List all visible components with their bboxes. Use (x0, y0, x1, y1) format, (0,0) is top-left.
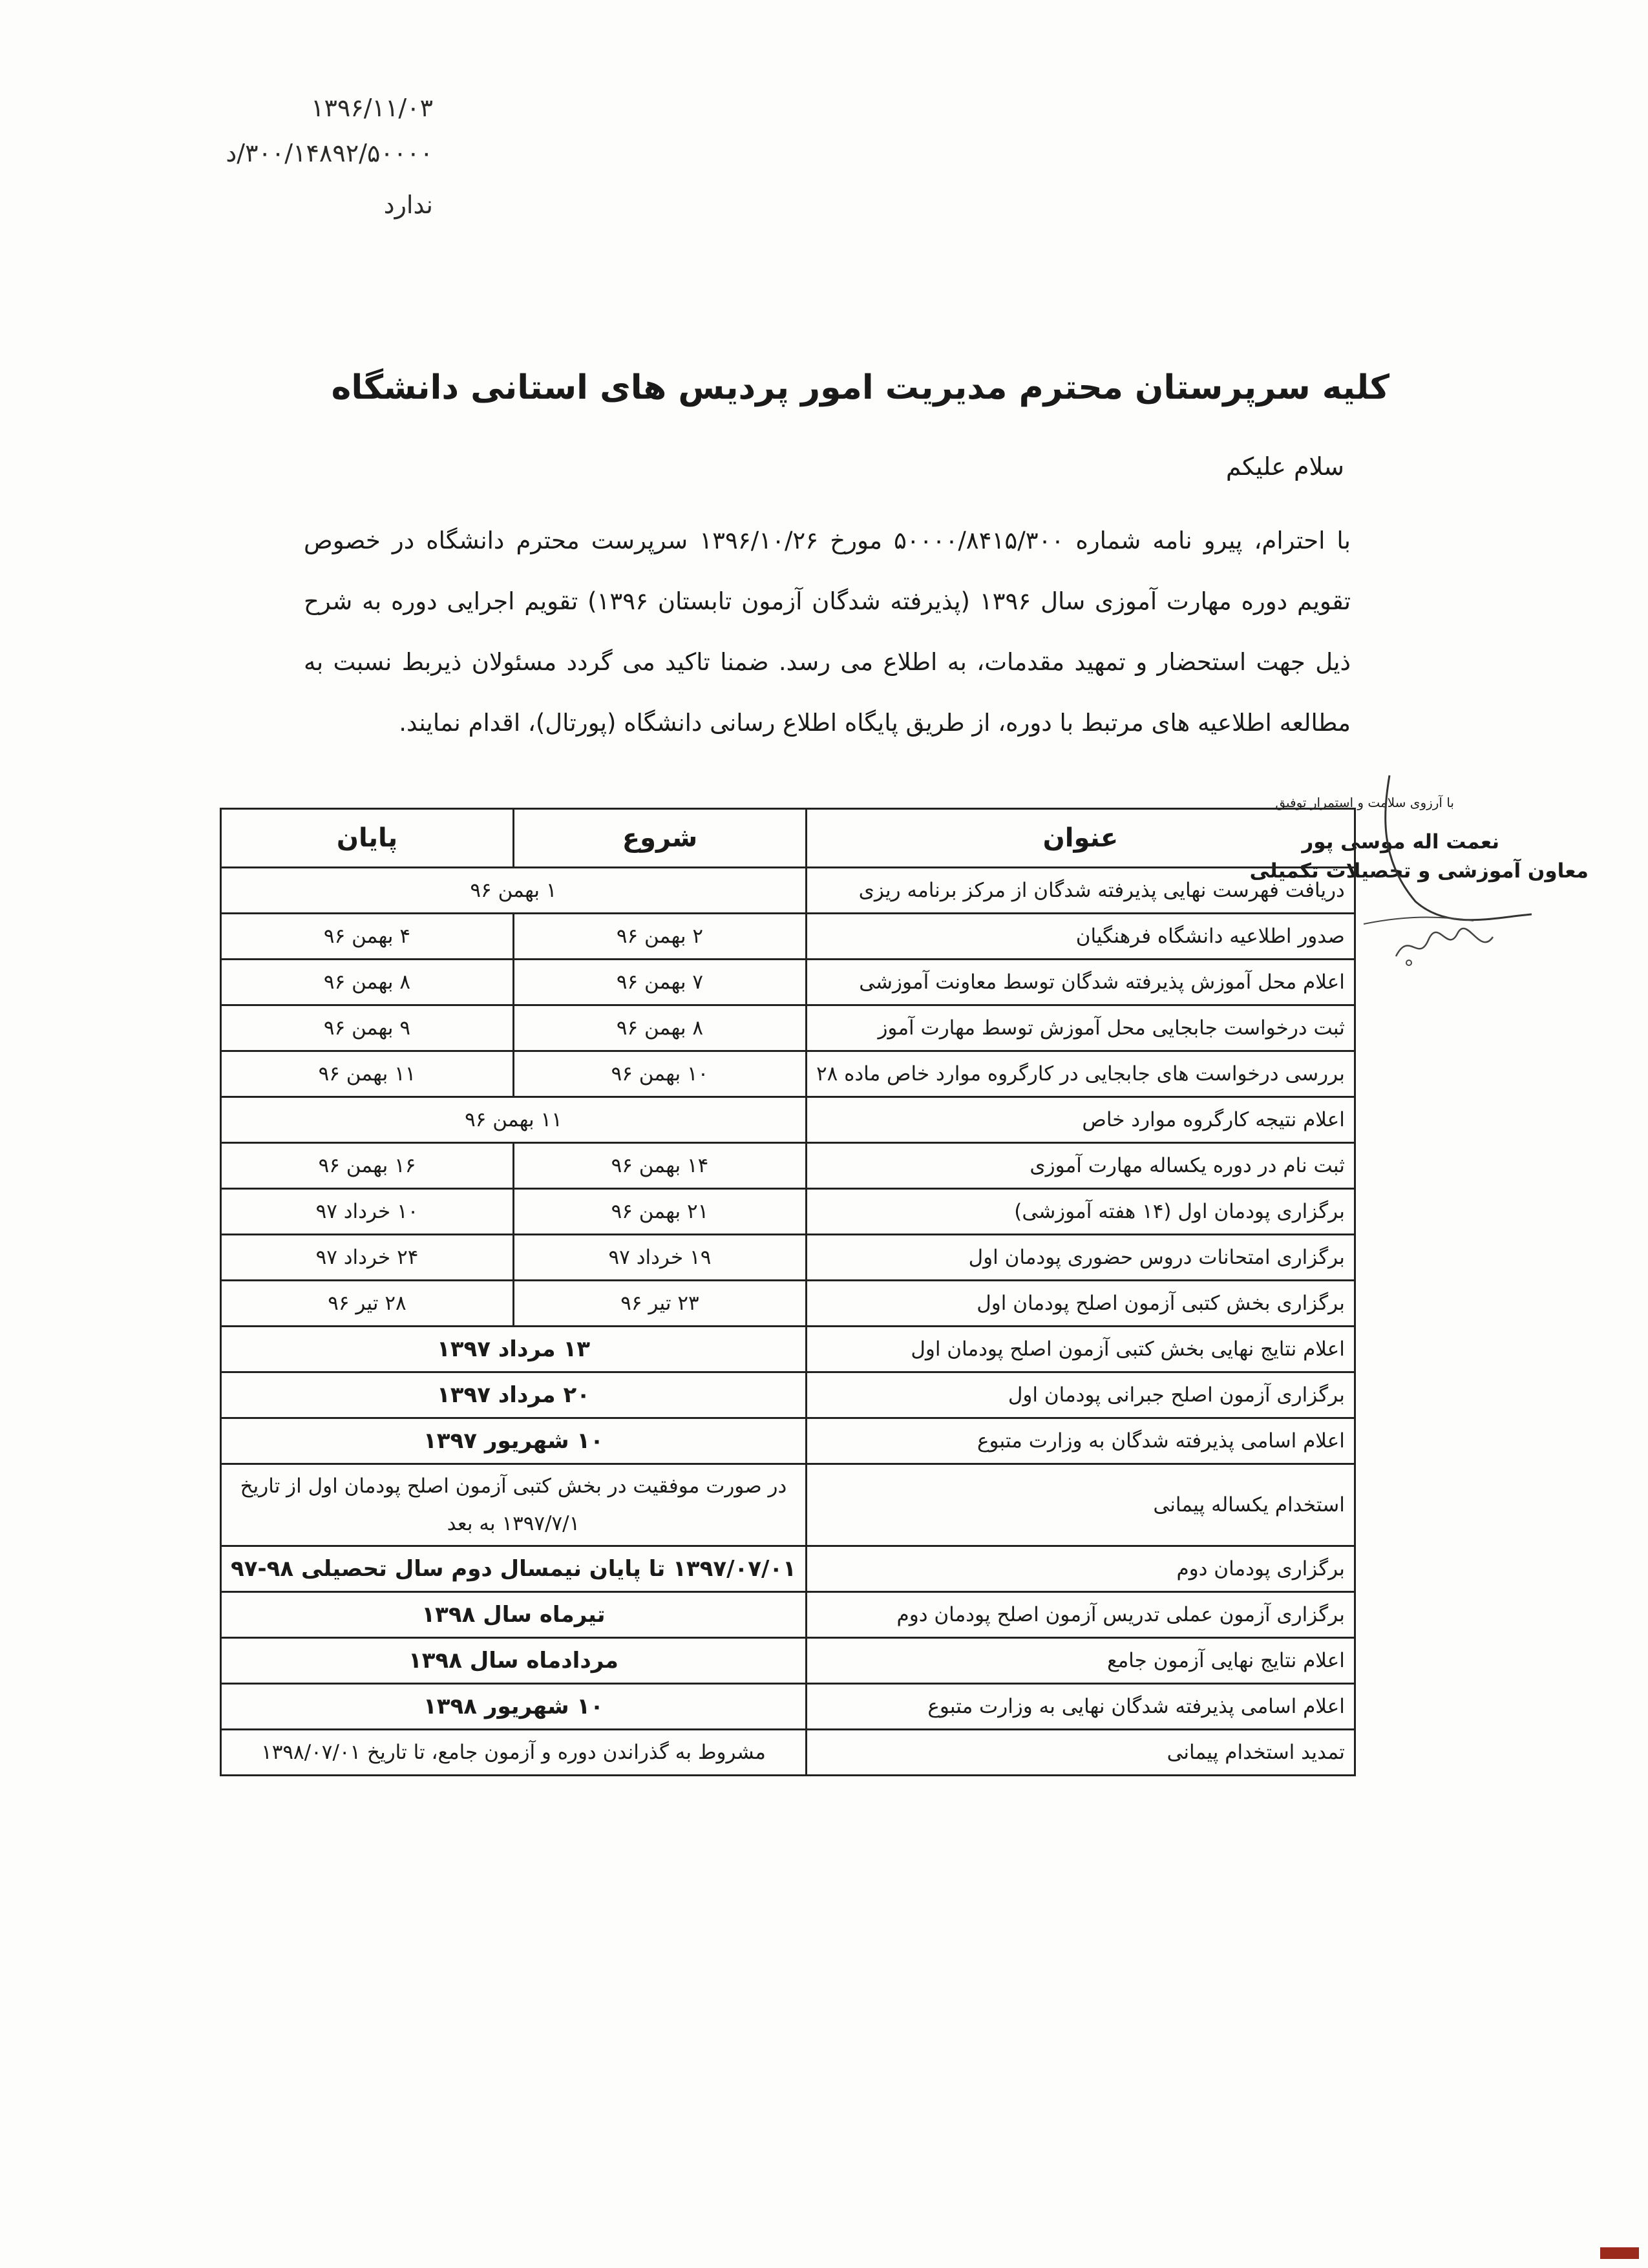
row-end-date: ۴ بهمن ۹۶ (221, 914, 514, 960)
letter-body: با احترام، پیرو نامه شماره ۵۰۰۰۰/۸۴۱۵/۳۰۰ مورخ ۱۳۹۶/۱۰/۲۶ سرپرست محترم دانشگاه در خصوص تقویم دوره مهارت آموزی سال ۱۳۹۶ (پذیرفته شدگان آزمون تابستان ۱۳۹۶) تقویم اجرایی دوره به شرح ذیل جهت استحضار و تمهید مقدمات، به اطلاع می رسد. ضمنا تاکید می گردد مسئولان ذیربط نسبت به مطالعه اطلاعیه های مرتبط با دوره، از طریق پایگاه اطلاع رسانی دانشگاه (پورتال)، اقدام نمایند. (304, 527, 1351, 737)
row-end-date: ۲۴ خرداد ۹۷ (221, 1235, 514, 1281)
table-row (221, 1051, 1355, 1097)
row-title: ثبت درخواست جابجایی محل آموزش توسط مهارت آموز (806, 1005, 1355, 1051)
header-title: عنوان (806, 809, 1355, 868)
table-row (221, 1005, 1355, 1051)
row-title: اعلام نتایج نهایی بخش کتبی آزمون اصلح پودمان اول (806, 1327, 1355, 1372)
schedule-table (220, 808, 1356, 1776)
table-row (221, 1372, 1355, 1418)
letter-greeting: سلام علیکم (1225, 452, 1344, 481)
row-start-date: ۱۹ خرداد ۹۷ (513, 1235, 806, 1281)
row-end-date: ۱۰ خرداد ۹۷ (221, 1189, 514, 1235)
row-date-range: تیرماه سال ۱۳۹۸ (221, 1592, 807, 1638)
row-title: دریافت فهرست نهایی پذیرفته شدگان از مرکز برنامه ریزی (806, 868, 1355, 914)
table-row (221, 1327, 1355, 1372)
table-row (221, 1464, 1355, 1546)
row-date-range: ۱ بهمن ۹۶ (221, 868, 807, 914)
row-end-date: ۲۸ تیر ۹۶ (221, 1281, 514, 1327)
table-row (221, 1730, 1355, 1776)
row-date-range: ۱۰ شهریور ۱۳۹۸ (221, 1684, 807, 1730)
letter-date: ۱۳۹۶/۱۱/۰۳ (311, 94, 433, 122)
row-start-date: ۲ بهمن ۹۶ (513, 914, 806, 960)
row-start-date: ۸ بهمن ۹۶ (513, 1005, 806, 1051)
row-title: برگزاری امتحانات دروس حضوری پودمان اول (806, 1235, 1355, 1281)
row-end-date: ۱۶ بهمن ۹۶ (221, 1143, 514, 1189)
schedule-body (221, 868, 1355, 1776)
row-date-range: ۱۰ شهریور ۱۳۹۷ (221, 1418, 807, 1464)
row-date-range: ۲۰ مرداد ۱۳۹۷ (221, 1372, 807, 1418)
row-date-range: ۱۳ مرداد ۱۳۹۷ (221, 1327, 807, 1372)
row-title: ثبت نام در دوره یکساله مهارت آموزی (806, 1143, 1355, 1189)
row-date-range: مشروط به گذراندن دوره و آزمون جامع، تا تاریخ ۱۳۹۸/۰۷/۰۱ (221, 1730, 807, 1776)
table-row (221, 1684, 1355, 1730)
row-title: اعلام نتایج نهایی آزمون جامع (806, 1638, 1355, 1684)
row-title: صدور اطلاعیه دانشگاه فرهنگیان (806, 914, 1355, 960)
row-start-date: ۲۱ بهمن ۹۶ (513, 1189, 806, 1235)
header-end: پایان (221, 809, 514, 868)
signature-name: نعمت اله موسی پور (1302, 830, 1499, 854)
table-row (221, 1638, 1355, 1684)
row-title: اعلام اسامی پذیرفته شدگان نهایی به وزارت متبوع (806, 1684, 1355, 1730)
corner-logo (1600, 2247, 1639, 2259)
row-title: تمدید استخدام پیمانی (806, 1730, 1355, 1776)
row-start-date: ۱۴ بهمن ۹۶ (513, 1143, 806, 1189)
table-row (221, 1546, 1355, 1592)
table-row (221, 868, 1355, 914)
row-date-range: در صورت موفقیت در بخش کتبی آزمون اصلح پودمان اول از تاریخ ۱۳۹۷/۷/۱ به بعد (221, 1464, 807, 1546)
row-date-range: ۱۳۹۷/۰۷/۰۱ تا پایان نیمسال دوم سال تحصیلی ۹۸-۹۷ (221, 1546, 807, 1592)
letter-number: ۳۰۰/۱۴۸۹۲/۵۰۰۰۰/د (226, 139, 433, 167)
row-title: اعلام نتیجه کارگروه موارد خاص (806, 1097, 1355, 1143)
row-title: برگزاری آزمون اصلح جبرانی پودمان اول (806, 1372, 1355, 1418)
table-row (221, 1281, 1355, 1327)
letter-addressee: کلیه سرپرستان محترم مدیریت امور پردیس های استانی دانشگاه (331, 368, 1389, 407)
row-title: اعلام اسامی پذیرفته شدگان به وزارت متبوع (806, 1418, 1355, 1464)
table-row (221, 1143, 1355, 1189)
row-start-date: ۷ بهمن ۹۶ (513, 960, 806, 1005)
row-title: برگزاری پودمان دوم (806, 1546, 1355, 1592)
row-date-range: ۱۱ بهمن ۹۶ (221, 1097, 807, 1143)
row-title: اعلام محل آموزش پذیرفته شدگان توسط معاونت آموزشی (806, 960, 1355, 1005)
row-title: برگزاری پودمان اول (۱۴ هفته آموزشی) (806, 1189, 1355, 1235)
row-title: استخدام یکساله پیمانی (806, 1464, 1355, 1546)
row-end-date: ۱۱ بهمن ۹۶ (221, 1051, 514, 1097)
header-start: شروع (513, 809, 806, 868)
row-end-date: ۹ بهمن ۹۶ (221, 1005, 514, 1051)
row-title: برگزاری بخش کتبی آزمون اصلح پودمان اول (806, 1281, 1355, 1327)
table-row (221, 1418, 1355, 1464)
row-start-date: ۲۳ تیر ۹۶ (513, 1281, 806, 1327)
row-start-date: ۱۰ بهمن ۹۶ (513, 1051, 806, 1097)
row-title: برگزاری آزمون عملی تدریس آزمون اصلح پودمان دوم (806, 1592, 1355, 1638)
table-row (221, 1189, 1355, 1235)
letter-attachment: ندارد (383, 191, 433, 219)
table-row (221, 960, 1355, 1005)
table-row (221, 1592, 1355, 1638)
signature-title: معاون آموزشی و تحصیلات تکمیلی (1249, 859, 1589, 883)
row-date-range: مردادماه سال ۱۳۹۸ (221, 1638, 807, 1684)
table-row (221, 1235, 1355, 1281)
row-end-date: ۸ بهمن ۹۶ (221, 960, 514, 1005)
row-title: بررسی درخواست های جابجایی در کارگروه موارد خاص ماده ۲۸ (806, 1051, 1355, 1097)
signature-closing: با آرزوی سلامت و استمرار توفیق (1275, 795, 1454, 810)
table-header-row (221, 809, 1355, 868)
table-row (221, 1097, 1355, 1143)
initials-scribble (1389, 918, 1499, 969)
table-row (221, 914, 1355, 960)
